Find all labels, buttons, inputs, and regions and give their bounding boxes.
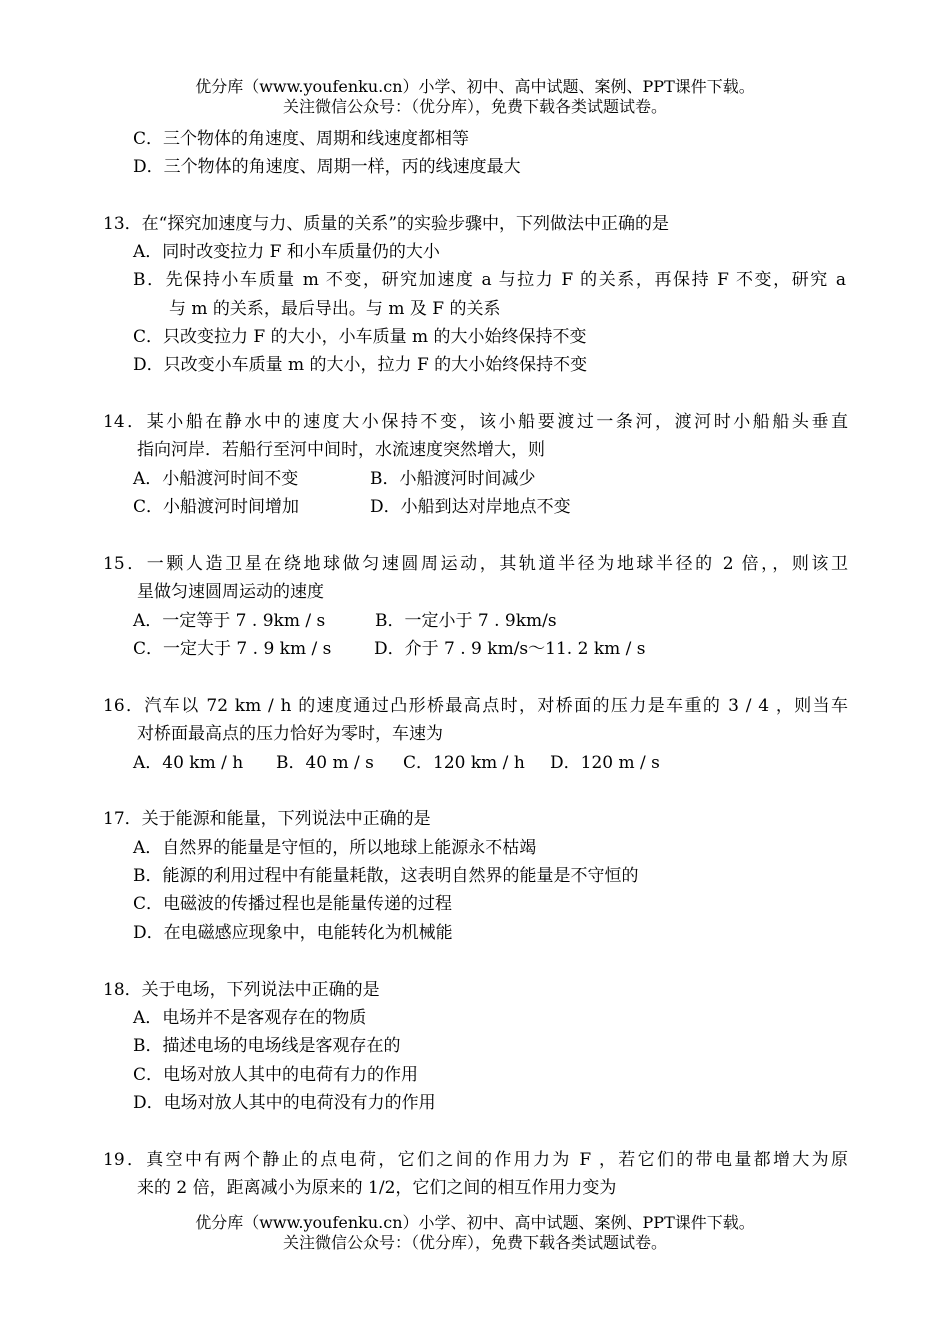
page-header-line1: 优分库（www.youfenku.cn）小学、初中、高中试题、案例、PPT课件下载。 — [195, 77, 755, 96]
q16-option-a: A．40 km / h — [133, 753, 244, 773]
page-footer-line2: 关注微信公众号：（优分库），免费下载各类试题试卷。 — [282, 1233, 667, 1252]
q19-stem-line2: 来的 2 倍，距离减小为原来的 1/2，它们之间的相互作用力变为 — [137, 1178, 617, 1198]
q16-option-d: D．120 m / s — [550, 753, 660, 773]
q17-option-d: D．在电磁感应现象中，电能转化为机械能 — [133, 923, 453, 943]
q17-option-c: C．电磁波的传播过程也是能量传递的过程 — [133, 894, 453, 914]
q16-option-b: B．40 m / s — [276, 753, 374, 773]
q15-stem-line2: 星做匀速圆周运动的速度 — [137, 582, 324, 602]
q17-stem: 17．关于能源和能量，下列说法中正确的是 — [103, 809, 431, 829]
q18-option-a: A．电场并不是客观存在的物质 — [133, 1008, 367, 1028]
q18-option-b: B．描述电场的电场线是客观存在的 — [133, 1036, 401, 1056]
q13-option-c: C．只改变拉力 F 的大小，小车质量 m 的大小始终保持不变 — [133, 327, 587, 347]
page-footer-line1: 优分库（www.youfenku.cn）小学、初中、高中试题、案例、PPT课件下载。 — [195, 1213, 755, 1232]
q15-option-d: D．介于 7 . 9 km/s～11. 2 km / s — [374, 639, 646, 659]
q15-stem-line1: 15．一颗人造卫星在绕地球做匀速圆周运动，其轨道半径为地球半径的 2 倍，，则该卫 — [103, 554, 848, 574]
q15-option-b: B．一定小于 7 . 9km/s — [375, 611, 557, 631]
q16-stem-line1: 16．汽车以 72 km / h 的速度通过凸形桥最高点时，对桥面的压力是车重的 3 / 4 ，则当车 — [103, 696, 848, 716]
q13-stem: 13．在“探究加速度与力、质量的关系”的实验步骤中，下列做法中正确的是 — [103, 214, 670, 234]
q14-option-d: D．小船到达对岸地点不变 — [370, 497, 571, 517]
q14-stem-line1: 14．某小船在静水中的速度大小保持不变，该小船要渡过一条河，渡河时小船船头垂直 — [103, 412, 848, 432]
page-header-line2: 关注微信公众号：（优分库），免费下载各类试题试卷。 — [282, 97, 667, 116]
q19-stem-line1: 19．真空中有两个静止的点电荷，它们之间的作用力为 F ，若它们的带电量都增大为原 — [103, 1150, 848, 1170]
q13-option-b: B．先保持小车质量 m 不变，研究加速度 a 与拉力 F 的关系，再保持 F 不变，研究 a — [133, 270, 846, 290]
q14-option-a: A．小船渡河时间不变 — [133, 469, 299, 489]
q12-option-d: D．三个物体的角速度、周期一样，丙的线速度最大 — [133, 157, 521, 177]
q18-stem: 18．关于电场，下列说法中正确的是 — [103, 980, 380, 1000]
q14-stem-line2: 指向河岸．若船行至河中间时，水流速度突然增大，则 — [137, 440, 545, 460]
q16-stem-line2: 对桥面最高点的压力恰好为零时，车速为 — [137, 724, 443, 744]
q16-option-c: C．120 km / h — [403, 753, 525, 773]
q18-option-d: D．电场对放人其中的电荷没有力的作用 — [133, 1093, 436, 1113]
q12-option-c: C．三个物体的角速度、周期和线速度都相等 — [133, 129, 470, 149]
q14-option-c: C．小船渡河时间增加 — [133, 497, 300, 517]
q15-option-a: A．一定等于 7 . 9km / s — [133, 611, 326, 631]
q15-option-c: C．一定大于 7 . 9 km / s — [133, 639, 332, 659]
q13-option-a: A．同时改变拉力 F 和小车质量仍的大小 — [133, 242, 440, 262]
q14-option-b: B．小船渡河时间减少 — [370, 469, 536, 489]
q18-option-c: C．电场对放人其中的电荷有力的作用 — [133, 1065, 419, 1085]
q17-option-a: A．自然界的能量是守恒的，所以地球上能源永不枯竭 — [133, 838, 537, 858]
q17-option-b: B．能源的利用过程中有能量耗散，这表明自然界的能量是不守恒的 — [133, 866, 639, 886]
q13-option-b-continued: 与 m 的关系，最后导出。与 m 及 F 的关系 — [169, 299, 501, 319]
q13-option-d: D．只改变小车质量 m 的大小，拉力 F 的大小始终保持不变 — [133, 355, 588, 375]
